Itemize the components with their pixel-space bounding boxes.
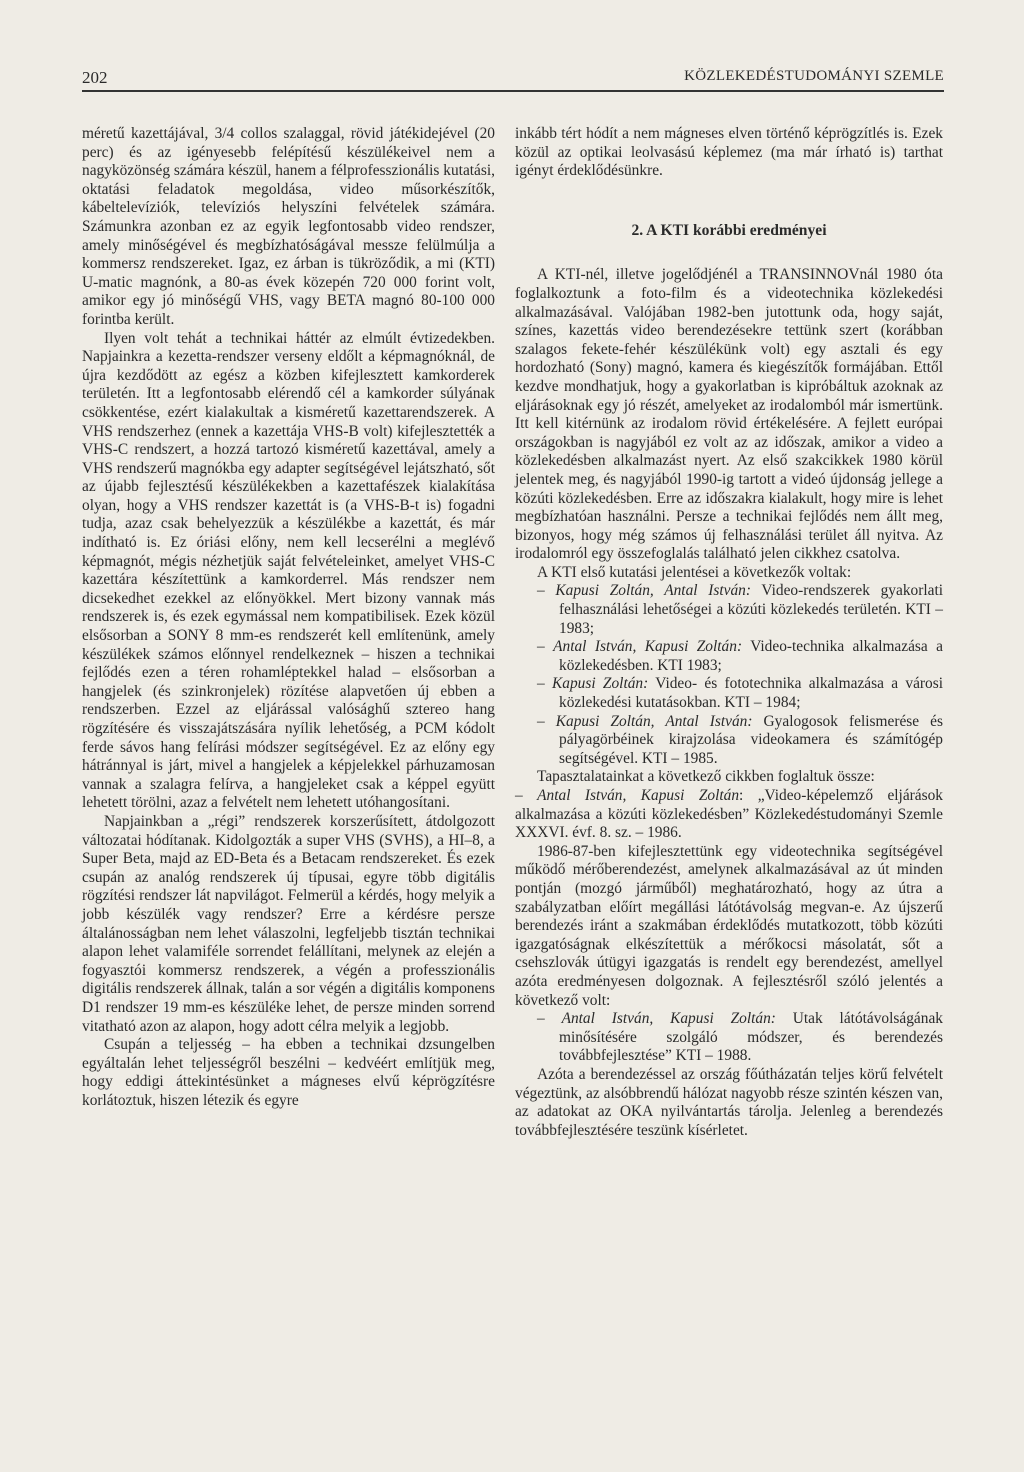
reference-text: Video- és fototechnika alkalmazása a városi közlekedési kutatásokban. KTI – 1984; (559, 675, 943, 712)
reference-item: – Antal István, Kapusi Zoltán: Utak látótávolságának minősítésére szolgáló módszer, és berendezés továbbfejlesztése” KTI – 1988. (537, 1010, 943, 1065)
reference-authors: Antal István, Kapusi Zoltán: (553, 638, 743, 656)
paragraph: A KTI első kutatási jelentései a következők voltak: (537, 563, 852, 581)
reference-text: Utak látótávolságának minősítésére szolgáló módszer, és berendezés továbbfejlesztése” KTI – 1988. (559, 1010, 943, 1065)
reference-text: : „Video-képelemző eljárások alkalmazása a közúti közlekedésben” Közlekedéstudományi Szemle XXXVI. évf. 8. sz. – 1986. (515, 787, 943, 842)
paragraph: Napjainkban a „régi” rendszerek korszerűsített, átdolgozott változatai hódítanak. Kidolgozták a super VHS (SVHS), a HI–8, a Super Beta, majd az ED-Beta és a Betacam rendszereket. És ezek csupán az analóg rendszerek új típusai, egyre több digitális rögzítési rendszer lát napvilágot. Felmerül a kérdés, hogy melyik a jobb készülék vagy rendszer? Erre a kérdésre persze általánosságban nem lehet válaszolni, legfeljebb tisztán technikai alapon lehet valamiféle sorrendet felállítani, melynek az elején a fogyasztói kommersz rendszerek, a végén a professzionális digitális rendszerek állnak, talán a sor végén a digitális komponens D1 rendszer 19 mm-es készüléke lehet, de persze minden sorrend vitatható azon az alapon, hogy adott célra melyik a legjobb. (82, 812, 495, 1035)
page-number: 202 (82, 68, 108, 87)
reference-item: – Kapusi Zoltán, Antal István: Gyalogosok felismerése és pályagörbéinek kirajzolása videokamera és számítógép segítségével. KTI – 1985. (537, 712, 943, 767)
journal-title: KÖZLEKEDÉSTUDOMÁNYI SZEMLE (684, 68, 944, 84)
reference-text: Video-technika alkalmazása a közlekedésben. KTI 1983; (559, 638, 943, 674)
right-column (515, 125, 943, 1140)
reference-authors: Kapusi Zoltán, Antal István: (555, 582, 751, 600)
paragraph: A KTI-nél, illetve jogelődjénél a TRANSINNOVnál 1980 óta foglalkoztunk a foto-film és a videotechnika közlekedési alkalmazásával. Valójában 1982-ben jutottunk oda, hogy saját, színes, kazettás video berendezésekre tettünk szert (korábban szalagos fekete-fehér készülékünk volt) egy asztali és egy hordozható (Sony) magnó, kamera és kiegészítők formájában. Ettől kezdve mondhatjuk, hogy a gyakorlatban is kipróbáltuk azoknak az eljárásoknak egy jó részét, amelyeket az irodalomból már ismertünk. Itt kell kitérnünk az irodalom rövid értékelésére. A fejlett európai országokban is nagyjából ez volt az az időszak, amikor a video a közlekedésben alkalmazást nyert. Az első szakcikkek 1980 körül jelentek meg, és nagyjából 1990-ig tartott a videó újdonság jellege a közúti közlekedésben. Erre az időszakra kialakult, hogy mire is lehet megbízhatóan használni. Persze a technikai fejlődés nem állt meg, bizonyos, hogy még számos új felhasználási terület áll nyitva. Az irodalomról egy összefoglalás található jelen cikkhez csatolva. (515, 266, 943, 563)
paragraph: Ilyen volt tehát a technikai háttér az elmúlt évtizedekben. Napjainkra a kezetta-rendszer verseny eldőlt a képmagnóknál, de újra kezdődött az egész a közben kifejlesztett kamkorderek területén. Itt a legfontosabb elérendő cél a kamkorder súlyának csökkentése, ezért kialakultak a kisméretű kazettarendszerek. A VHS rendszerhez (ennek a kazettája VHS-B volt) kifejlesztették a VHS-C rendszert, a hozzá tartozó kisméretű kazettával, amely a VHS rendszerű magnókba egy adapter segítségével lejátszható, sőt az újabb fejlesztésű készülékekben a kazettafészek kialakítása olyan, hogy a VHS rendszer kazettát is (a VHS-B-t is) fogadni tudja, azaz csak behelyezzük a készülékbe a kazettát, és már indítható is. Ez óriási előny, nem kell lecserélni a meglévő képmagnót, mégis nézhetjük saját felvételeinket, amelyet VHS-C kazettára készítettünk a kamkorderrel. Más rendszer nem dicsekedhet ezekkel az előnyökkel. Mert bizony vannak más rendszerek is, és ezek egymással nem kompatibilisek. Ezek közül elsősorban a SONY 8 mm-es rendszerét kell említenünk, amely készülékek számos előnnyel rendelkeznek – hiszen a technikai fejlődés ezen a téren rohamléptekkel halad – elsősorban a hangjelek (és szinkronjelek) rözítése alapvetően új ebben a rendszerben. Ezzel az eljárással valósághű sztereo hang rögzítésére és visszajátszására nyílik lehetőség, a PCM kódolt ferde sávos hang felírási módszer segítségével. Ez az előny egy hátránnyal is járt, mivel a hangjelek a képjelekkel párhuzamosan vannak a szalagra felírva, a hangjeleket csak a képpel együtt lehetett törölni, azaz a felvételt nem lehetett utóhangosítani. (82, 329, 495, 812)
section-heading: 2. A KTI korábbi eredményei (631, 221, 827, 239)
paragraph: Azóta a berendezéssel az ország főútházatán teljes körű felvételt végeztünk, az alsóbbrendű hálózat nagyobb része szintén készen van, az adatokat az OKA nyilvántartás tárolja. Jelenleg a berendezés továbbfejlesztésére teszünk kísérletet. (515, 1065, 943, 1139)
reference-text: Video-rendszerek gyakorlati felhasználási lehetőségei a közúti közlekedés területén. KTI – 1983; (559, 582, 943, 637)
reference-item: – Kapusi Zoltán: Video- és fototechnika alkalmazása a városi közlekedési kutatásokban. KTI – 1984; (537, 675, 943, 712)
reference-item: – Antal István, Kapusi Zoltán: „Video-képelemző eljárások alkalmazása a közúti közlekedésben” Közlekedéstudományi Szemle XXXVI. évf. 8. sz. – 1986. (515, 787, 943, 842)
paragraph: méretű kazettájával, 3/4 collos szalaggal, rövid játékidejével (20 perc) és az igényesebb felépítésű készülékeivel nem a nagyközönség számára készül, hanem a félprofesszionális kutatási, oktatási feladatok megoldása, video műsorkészítők, kábeltelevíziók, televíziós helyszíni felvételek számára. Számunkra azonban ez az egyik legfontosabb video rendszer, amely minőségével és megbízhatóságával messze felülmúlja a kommersz rendszereket. Igaz, ez árban is tükröződik, a mi (KTI) U-matic magnónk, a 80-as évek közepén 720 000 forint volt, amikor egy jó minőségű VHS, vagy BETA magnó 80-100 000 forintba került. (82, 125, 495, 328)
paragraph: Tapasztalatainkat a következő cikkben foglaltuk össze: (537, 768, 875, 786)
left-column (82, 125, 495, 1110)
reference-item: – Antal István, Kapusi Zoltán: Video-technika alkalmazása a közlekedésben. KTI 1983; (537, 638, 943, 674)
reference-item: – Kapusi Zoltán, Antal István: Video-rendszerek gyakorlati felhasználási lehetőségei a közúti közlekedés területén. KTI – 1983; (537, 582, 943, 637)
reference-authors: Kapusi Zoltán, Antal István: (555, 712, 753, 730)
reference-authors: Kapusi Zoltán: (552, 675, 649, 693)
paragraph: Csupán a teljesség – ha ebben a technikai dzsungelben egyáltalán lehet teljességről beszélni – kedvéért említjük meg, hogy eddigi áttekintésünket a mágneses elvű képrögzítésre korlátoztuk, hiszen létezik és egyre (82, 1036, 495, 1109)
reference-authors: Antal István, Kapusi Zoltán: (561, 1010, 776, 1028)
reference-text: Gyalogosok felismerése és pályagörbéinek kirajzolása videokamera és számítógép segítségével. KTI – 1985. (559, 712, 943, 767)
paragraph: inkább tért hódít a nem mágneses elven történő képrögzítlés is. Ezek közül az optikai leolvasású képlemez (ma már írható is) tarthat igényt érdeklődésünkre. (515, 125, 943, 180)
page-header (82, 64, 944, 92)
reference-authors: Antal István, Kapusi Zoltán (537, 787, 740, 804)
paragraph: 1986-87-ben kifejlesztettünk egy videotechnika segítségével működő mérőberendezést, amelynek alkalmazásával az út minden pontján (mozgó járműből) meghatározható, hogy az útra a szabályzatban előírt megállási látótávolság megvan-e. Az újszerű berendezés iránt a szakmában érdeklődés mutatkozott, több közúti igazgatóságnak elkészítettük a mérőkocsi másolatát, sőt a csehszlovák útügyi igazgatás is rendelt egy berendezést, amellyel azóta eredményesen dolgoznak. A fejlesztésről szóló jelentés a következő volt: (515, 842, 943, 1009)
